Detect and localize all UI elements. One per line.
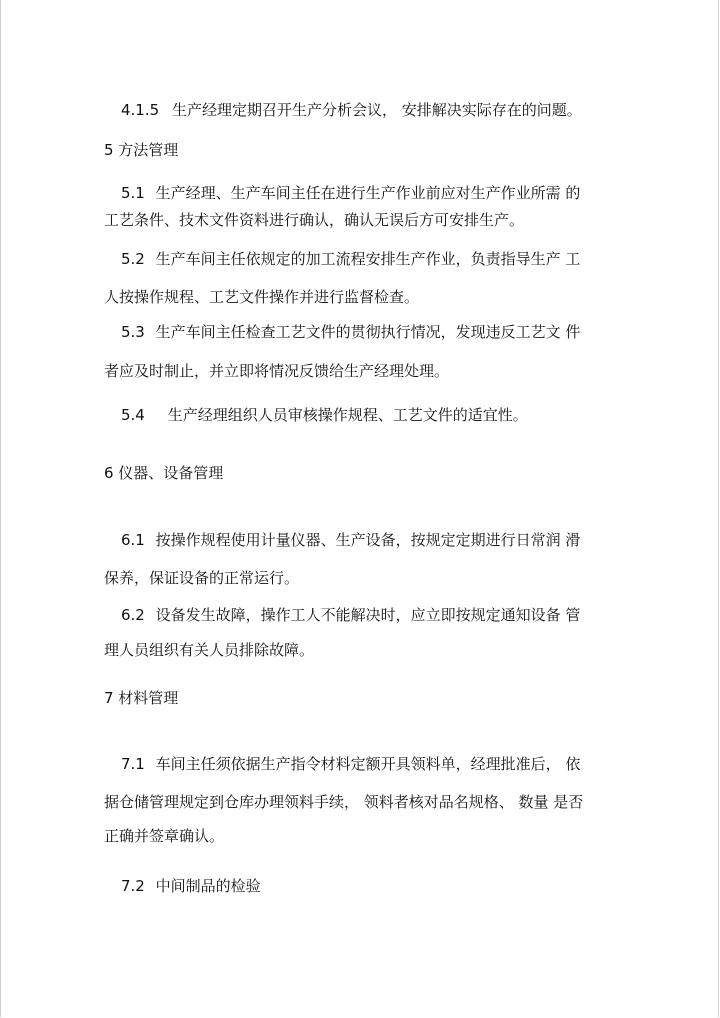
clause-number: 7.2 (121, 877, 145, 895)
section-heading-6: 6 仪器、设备管理 (104, 464, 224, 482)
clause-text: 生产经理、生产车间主任在进行生产作业前应对生产作业所需 的 (155, 184, 581, 202)
clause-text: 车间主任须依据生产指令材料定额开具领料单，经理批准后， 依 (155, 755, 581, 773)
clause-number: 6.2 (121, 606, 145, 624)
clause-6-1 (121, 530, 580, 550)
clause-text: 按操作规程使用计量仪器、生产设备，按规定定期进行日常润 滑 (155, 531, 581, 549)
clause-7-1 (121, 754, 580, 774)
clause-text: 生产经理组织人员审核操作规程、工艺文件的适宜性。 (167, 406, 528, 424)
clause-number: 4.1.5 (121, 101, 160, 119)
clause-7-2 (121, 876, 261, 896)
clause-5-2 (121, 249, 580, 269)
clause-number: 5.2 (121, 250, 145, 268)
clause-5-1-continuation: 工艺条件、技术文件资料进行确认，确认无误后方可安排生产。 (104, 211, 525, 229)
clause-5-3 (121, 322, 580, 342)
clause-number: 7.1 (121, 755, 145, 773)
clause-text: 生产车间主任依规定的加工流程安排生产作业，负责指导生产 工 (155, 250, 581, 268)
clause-7-1-continuation: 正确并签章确认。 (104, 827, 225, 845)
clause-text: 生产经理定期召开生产分析会议， 安排解决实际存在的问题。 (171, 101, 582, 119)
clause-5-1 (121, 183, 580, 203)
clause-6-2-continuation: 理人员组织有关人员排除故障。 (104, 641, 315, 659)
clause-text: 生产车间主任检查工艺文件的贯彻执行情况，发现违反工艺文 件 (155, 323, 581, 341)
clause-4-1-5 (121, 100, 582, 120)
clause-number: 5.3 (121, 323, 145, 341)
clause-number: 6.1 (121, 531, 145, 549)
clause-7-1-continuation: 据仓储管理规定到仓库办理领料手续， 领料者核对品名规格、 数量 是否 (104, 793, 584, 811)
clause-text: 中间制品的检验 (155, 877, 261, 895)
clause-6-1-continuation: 保养，保证设备的正常运行。 (104, 569, 300, 587)
clause-5-3-continuation: 者应及时制止，并立即将情况反馈给生产经理处理。 (104, 362, 450, 380)
clause-number: 5.1 (121, 184, 145, 202)
clause-6-2 (121, 605, 580, 625)
section-heading-7: 7 材料管理 (104, 689, 179, 707)
section-heading-5: 5 方法管理 (104, 141, 179, 159)
clause-5-2-continuation: 人按操作规程、工艺文件操作并进行监督检查。 (104, 288, 420, 306)
clause-number: 5.4 (121, 406, 145, 424)
clause-text: 设备发生故障，操作工人不能解决时，应立即按规定通知设备 管 (155, 606, 581, 624)
clause-5-4 (121, 405, 528, 425)
